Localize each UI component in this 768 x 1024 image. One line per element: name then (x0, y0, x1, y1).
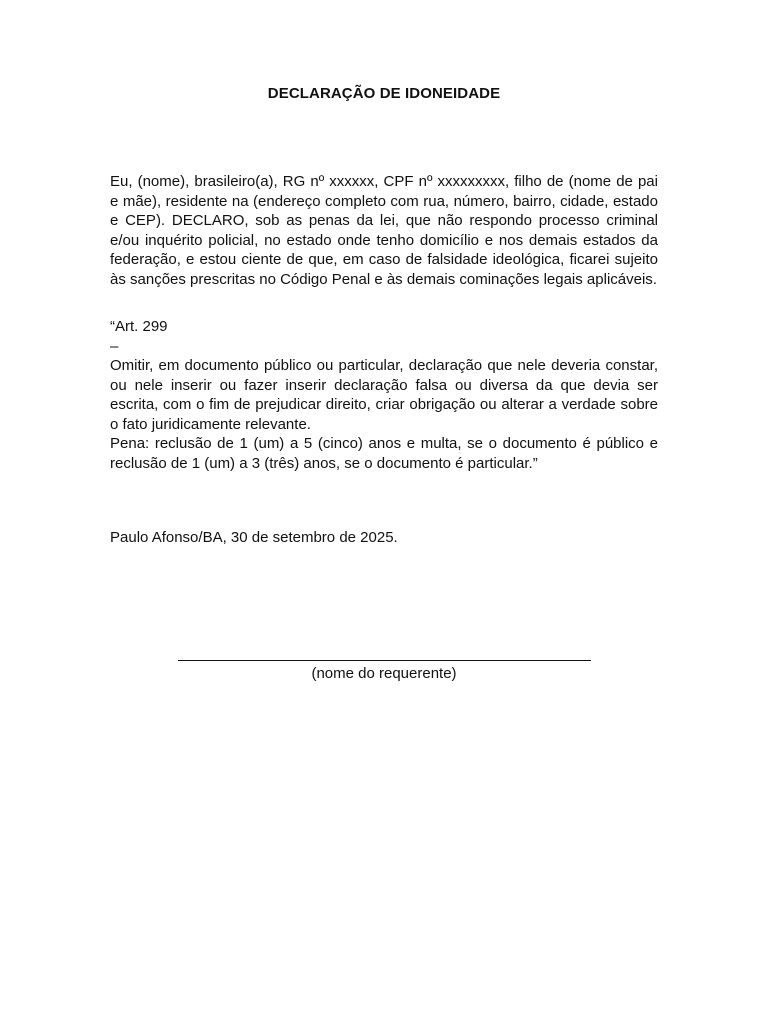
signature-name: (nome do requerente) (311, 665, 457, 682)
signature-line (178, 660, 591, 661)
document-title: DECLARAÇÃO DE IDONEIDADE (267, 85, 501, 102)
place-date: Paulo Afonso/BA, 30 de setembro de 2025. (110, 529, 398, 546)
article-section (110, 317, 658, 473)
article-text: Omitir, em documento público ou particular, declaração que nele deveria constar, ou nele inserir ou fazer inserir declaração falsa ou diversa da que devia ser escrita, com o fim de prejudicar direito, criar obrigação ou alterar a verdade sobre o fato juridicamente relevante. (110, 357, 658, 433)
article-heading: “Art. 299 (110, 318, 168, 335)
penalty-text: Pena: reclusão de 1 (um) a 5 (cinco) anos e multa, se o documento é público e reclusão de 1 (um) a 3 (três) anos, se o documento é particular.” (110, 435, 658, 472)
intro-section (110, 172, 658, 289)
intro-paragraph: Eu, (nome), brasileiro(a), RG nº xxxxxx, CPF nº xxxxxxxxx, filho de (nome de pai e mãe), residente na (endereço completo com rua, número, bairro, cidade, estado e CEP). DECLARO, sob as penas da lei, que não respondo processo criminal e/ou inquérito policial, no estado onde tenho domicílio e nos demais estados da federação, e estou ciente de que, em caso de falsidade ideológica, ficarei sujeito às sanções prescritas no Código Penal e às demais cominações legais aplicáveis. (110, 173, 658, 288)
article-dash: – (110, 337, 119, 355)
